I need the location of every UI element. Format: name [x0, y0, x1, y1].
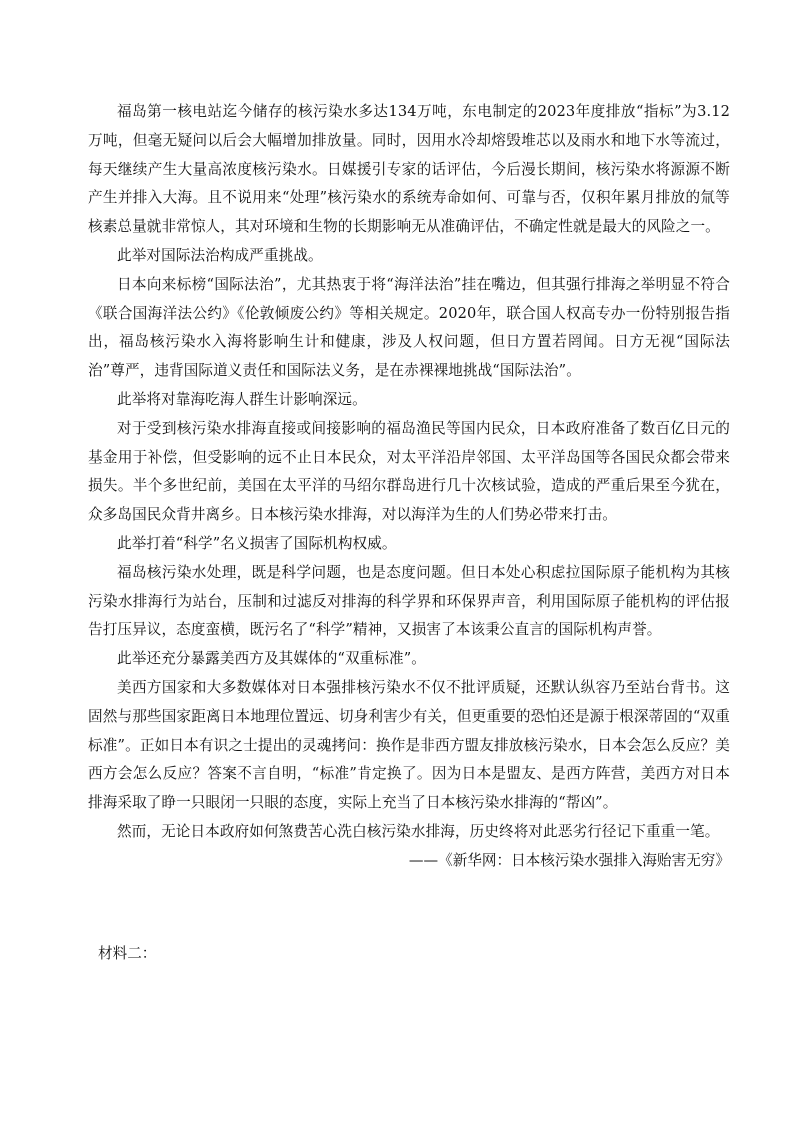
section-label-material-two: 材料二：	[98, 945, 157, 962]
paragraph-livelihood: 对于受到核污染水排海直接或间接影响的福岛渔民等国内民众，日本政府准备了数百亿日元的基金用于补偿，但受影响的远不止日本民众，对太平洋沿岸邻国、太平洋岛国等各国民众都会带来损失。半个多世纪前，美国在太平洋的马绍尔群岛进行几十次核试验，造成的严重后果至今犹在，众多岛国民众背井离乡。日本核污染水排海，对以海洋为生的人们势必带来打击。	[88, 419, 730, 524]
article-body	[88, 98, 730, 876]
paragraph-double-standard-heading: 此举还充分暴露美西方及其媒体的“双重标准”。	[117, 650, 426, 668]
paragraph-science-heading: 此举打着“科学”名义损害了国际机构权威。	[117, 534, 397, 552]
paragraph-tritium-discharge: 福岛第一核电站迄今储存的核污染水多达134万吨，东电制定的2023年度排放“指标”为3.12万吨，但毫无疑问以后会大幅增加排放量。同时，因用水冷却熔毁堆芯以及雨水和地下水等流过，每天继续产生大量高浓度核污染水。日媒援引专家的话评估，今后漫长期间，核污染水将源源不断产生并排入大海。且不说用来“处理”核污染水的系统寿命如何、可靠与否，仅积年累月排放的氚等核素总量就非常惊人，其对环境和生物的长期影响无从准确评估，不确定性就是最大的风险之一。	[88, 103, 730, 236]
paragraph-rule-of-law-heading: 此举对国际法治构成严重挑战。	[117, 246, 323, 264]
paragraph-double-standard: 美西方国家和大多数媒体对日本强排核污染水不仅不批评质疑，还默认纵容乃至站台背书。这固然与那些国家距离日本地理位置远、切身利害少有关，但更重要的恐怕还是源于根深蒂固的“双重标准”。正如日本有识之士提出的灵魂拷问：换作是非西方盟友排放核污染水，日本会怎么反应？美西方会怎么反应？答案不言自明，“标准”肯定换了。因为日本是盟友、是西方阵营，美西方对日本排海采取了睁一只眼闭一只眼的态度，实际上充当了日本核污染水排海的“帮凶”。	[88, 678, 730, 812]
paragraph-livelihood-heading: 此举将对靠海吃海人群生计影响深远。	[117, 390, 367, 408]
source-citation: ——《新华网：日本核污染水强排入海贻害无穷》	[408, 851, 730, 869]
paragraph-science: 福岛核污染水处理，既是科学问题，也是态度问题。但日本处心积虑拉国际原子能机构为其核污染水排海行为站台，压制和过滤反对排海的科学界和环保界声音，利用国际原子能机构的评估报告打压异议，态度蛮横，既污名了“科学”精神，又损害了本该秉公直言的国际机构声誉。	[88, 563, 730, 639]
paragraph-rule-of-law: 日本向来标榜“国际法治”，尤其热衷于将“海洋法治”挂在嘴边，但其强行排海之举明显不符合《联合国海洋法公约》《伦敦倾废公约》等相关规定。2020年，联合国人权高专办一份特别报告指出，福岛核污染水入海将影响生计和健康，涉及人权问题，但日方置若罔闻。日方无视“国际法治”尊严，违背国际道义责任和国际法义务，是在赤裸裸地挑战“国际法治”。	[88, 275, 730, 380]
paragraph-conclusion: 然而，无论日本政府如何煞费苦心洗白核污染水排海，历史终将对此恶劣行径记下重重一笔。	[117, 822, 720, 840]
